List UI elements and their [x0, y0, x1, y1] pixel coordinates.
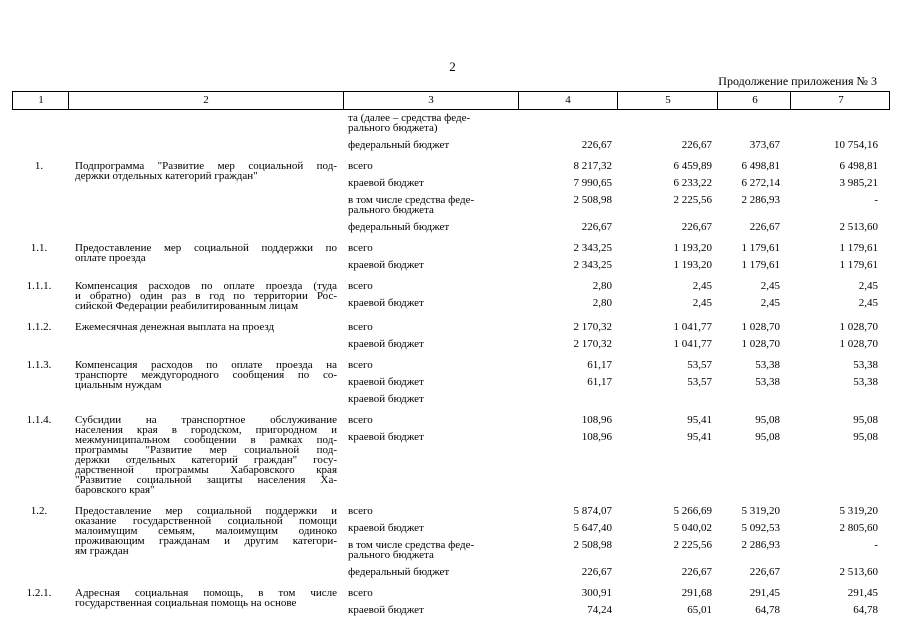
funding-source: всего [348, 242, 373, 254]
funding-source: краевой бюджет [348, 177, 424, 189]
value-col-4: 2 343,25 [573, 259, 612, 271]
value-col-7: 53,38 [853, 376, 878, 388]
value-col-5: 2,45 [692, 280, 712, 292]
value-col-5: 53,57 [687, 359, 712, 371]
row-name-line: ям граждан [75, 545, 129, 557]
funding-source: федеральный бюджет [348, 221, 450, 233]
value-col-7: 10 754,16 [834, 139, 878, 151]
row-name-line: Субсидии на транспортное обслуживание [75, 414, 337, 426]
row-code: 1.2.1. [26, 587, 52, 599]
value-col-6: 53,38 [755, 359, 780, 371]
row-name-line: Ежемесячная денежная выплата на проезд [75, 321, 275, 333]
value-col-6: 373,67 [749, 139, 780, 151]
value-col-5: 95,41 [687, 414, 712, 426]
page-number: 2 [449, 59, 456, 74]
row-code: 1.1.4. [26, 414, 52, 426]
value-col-4: 7 990,65 [573, 177, 612, 189]
value-col-4: 226,67 [581, 566, 612, 578]
funding-source: в том числе средства феде- [348, 539, 475, 551]
value-col-5: 5 266,69 [673, 505, 712, 517]
row-name-line: населения края в городском, пригородном и [75, 424, 337, 436]
value-col-4: 2 170,32 [573, 338, 612, 350]
value-col-7: 2 513,60 [839, 566, 878, 578]
value-col-7: 2 513,60 [839, 221, 878, 233]
row-name-line: "Развитие социальной защиты населения Ха- [75, 474, 337, 486]
funding-source: краевой бюджет [348, 376, 424, 388]
value-col-5: 2 225,56 [673, 194, 712, 206]
value-col-7: 95,08 [853, 431, 878, 443]
value-col-6: 291,45 [749, 587, 780, 599]
value-col-5: 53,57 [687, 376, 712, 388]
funding-source: всего [348, 414, 373, 426]
value-col-5: 1 041,77 [673, 321, 712, 333]
value-col-5: 2,45 [692, 297, 712, 309]
value-col-5: 226,67 [681, 139, 712, 151]
value-col-6: 2 286,93 [741, 194, 780, 206]
funding-source: краевой бюджет [348, 338, 424, 350]
value-col-4: 300,91 [581, 587, 612, 599]
row-name-line: Подпрограмма "Развитие мер социальной под- [75, 160, 337, 172]
row-name-line: Компенсация расходов по оплате проезда (туда [75, 280, 337, 292]
row-name-line: оказание государственной социальной помощи [75, 515, 337, 527]
value-col-6: 64,78 [755, 604, 780, 616]
value-col-6: 1 179,61 [741, 259, 780, 271]
row-code: 1.1.3. [26, 359, 52, 371]
funding-source: краевой бюджет [348, 522, 424, 534]
header-col-2: 2 [203, 94, 209, 106]
funding-source: краевой бюджет [348, 393, 424, 405]
funding-source: в том числе средства феде- [348, 194, 475, 206]
value-col-6: 1 028,70 [741, 338, 780, 350]
funding-source: всего [348, 160, 373, 172]
value-col-4: 2 343,25 [573, 242, 612, 254]
header-col-4: 4 [565, 94, 571, 106]
value-col-6: 226,67 [749, 221, 780, 233]
row-name-line: Адресная социальная помощь, в том числе [75, 587, 337, 599]
value-col-7: 2,45 [858, 297, 878, 309]
funding-source: всего [348, 505, 373, 517]
row-name-line: циальным нуждам [75, 379, 162, 391]
value-col-4: 2 508,98 [573, 194, 612, 206]
value-col-6: 53,38 [755, 376, 780, 388]
funding-source: рального бюджета) [348, 122, 438, 134]
value-col-6: 226,67 [749, 566, 780, 578]
continuation-caption: Продолжение приложения № 3 [718, 74, 877, 88]
row-code: 1.1.2. [26, 321, 52, 333]
row-name-line: сийской Федерации реабилитированным лицам [75, 300, 299, 312]
value-col-4: 8 217,32 [573, 160, 612, 172]
funding-source: рального бюджета [348, 204, 434, 216]
header-col-5: 5 [665, 94, 671, 106]
value-col-4: 226,67 [581, 221, 612, 233]
funding-source: всего [348, 587, 373, 599]
value-col-7: 5 319,20 [839, 505, 878, 517]
row-name-line: оплате проезда [75, 252, 146, 264]
row-code: 1.1.1. [26, 280, 52, 292]
funding-source: всего [348, 359, 373, 371]
value-col-6: 95,08 [755, 414, 780, 426]
value-col-4: 108,96 [581, 431, 612, 443]
row-code: 1.1. [30, 242, 48, 254]
value-col-5: 65,01 [687, 604, 712, 616]
row-name-line: держки отдельных категорий граждан" госу- [75, 454, 337, 466]
value-col-7: 2,45 [858, 280, 878, 292]
value-col-6: 6 498,81 [741, 160, 780, 172]
row-name-line: транспорте междугородного сообщения по со- [75, 369, 337, 381]
row-name-line: дарственной программы Хабаровского края [75, 464, 337, 476]
funding-source: всего [348, 280, 373, 292]
value-col-5: 1 193,20 [673, 242, 712, 254]
value-col-5: 226,67 [681, 221, 712, 233]
header-col-7: 7 [838, 94, 844, 106]
header-col-1: 1 [38, 94, 44, 106]
header-divider [790, 92, 791, 109]
value-col-4: 2,80 [592, 280, 612, 292]
value-col-7: - [874, 194, 878, 206]
row-name-line: Компенсация расходов по оплате проезда на [75, 359, 337, 371]
value-col-7: 1 028,70 [839, 338, 878, 350]
value-col-5: 6 459,89 [673, 160, 712, 172]
value-col-7: 1 179,61 [839, 259, 878, 271]
value-col-6: 1 028,70 [741, 321, 780, 333]
value-col-5: 291,68 [681, 587, 712, 599]
value-col-7: 2 805,60 [839, 522, 878, 534]
funding-source: рального бюджета [348, 549, 434, 561]
value-col-6: 1 179,61 [741, 242, 780, 254]
value-col-4: 5 647,40 [573, 522, 612, 534]
value-col-4: 61,17 [587, 359, 612, 371]
value-col-4: 226,67 [581, 139, 612, 151]
value-col-7: 53,38 [853, 359, 878, 371]
value-col-5: 2 225,56 [673, 539, 712, 551]
value-col-6: 2,45 [760, 297, 780, 309]
value-col-6: 5 319,20 [741, 505, 780, 517]
header-divider [717, 92, 718, 109]
value-col-6: 2 286,93 [741, 539, 780, 551]
value-col-5: 5 040,02 [673, 522, 712, 534]
funding-source: краевой бюджет [348, 604, 424, 616]
row-code: 1. [34, 160, 44, 172]
row-name-line: держки отдельных категорий граждан" [75, 170, 258, 182]
header-divider [343, 92, 344, 109]
value-col-4: 74,24 [587, 604, 612, 616]
table-header [12, 91, 890, 110]
row-name-line: малоимущим семьям, малоимущим одиноко [75, 525, 337, 537]
value-col-6: 2,45 [760, 280, 780, 292]
value-col-7: 1 028,70 [839, 321, 878, 333]
value-col-4: 2 170,32 [573, 321, 612, 333]
value-col-6: 6 272,14 [741, 177, 780, 189]
row-name-line: Предоставление мер социальной поддержки по [75, 242, 337, 254]
value-col-4: 2,80 [592, 297, 612, 309]
row-name-line: и обратно) один раз в год по территории Рос- [75, 290, 337, 302]
header-divider [518, 92, 519, 109]
header-col-3: 3 [428, 94, 434, 106]
row-name-line: баровского края" [75, 484, 155, 496]
header-col-6: 6 [752, 94, 758, 106]
value-col-5: 226,67 [681, 566, 712, 578]
row-name-line: Предоставление мер социальной поддержки и [75, 505, 337, 517]
value-col-7: 64,78 [853, 604, 878, 616]
funding-source: федеральный бюджет [348, 566, 450, 578]
funding-source: краевой бюджет [348, 297, 424, 309]
value-col-5: 1 193,20 [673, 259, 712, 271]
value-col-5: 95,41 [687, 431, 712, 443]
funding-source: всего [348, 321, 373, 333]
funding-source: та (далее – средства феде- [348, 112, 471, 124]
value-col-7: 3 985,21 [839, 177, 878, 189]
funding-source: краевой бюджет [348, 431, 424, 443]
value-col-7: 1 179,61 [839, 242, 878, 254]
header-divider [68, 92, 69, 109]
row-name-line: проживающим гражданам и другим категори- [75, 535, 337, 547]
row-code: 1.2. [30, 505, 48, 517]
value-col-7: - [874, 539, 878, 551]
value-col-7: 95,08 [853, 414, 878, 426]
value-col-5: 6 233,22 [673, 177, 712, 189]
row-name-line: межмуниципальном сообщении в рамках под- [75, 434, 337, 446]
value-col-4: 5 874,07 [573, 505, 612, 517]
value-col-4: 2 508,98 [573, 539, 612, 551]
funding-source: федеральный бюджет [348, 139, 450, 151]
value-col-7: 6 498,81 [839, 160, 878, 172]
value-col-6: 5 092,53 [741, 522, 780, 534]
header-divider [617, 92, 618, 109]
value-col-6: 95,08 [755, 431, 780, 443]
value-col-7: 291,45 [847, 587, 878, 599]
row-name-line: программы "Развитие мер социальной под- [75, 444, 337, 456]
value-col-4: 61,17 [587, 376, 612, 388]
value-col-4: 108,96 [581, 414, 612, 426]
value-col-5: 1 041,77 [673, 338, 712, 350]
row-name-line: государственная социальная помощь на основе [75, 597, 297, 609]
funding-source: краевой бюджет [348, 259, 424, 271]
